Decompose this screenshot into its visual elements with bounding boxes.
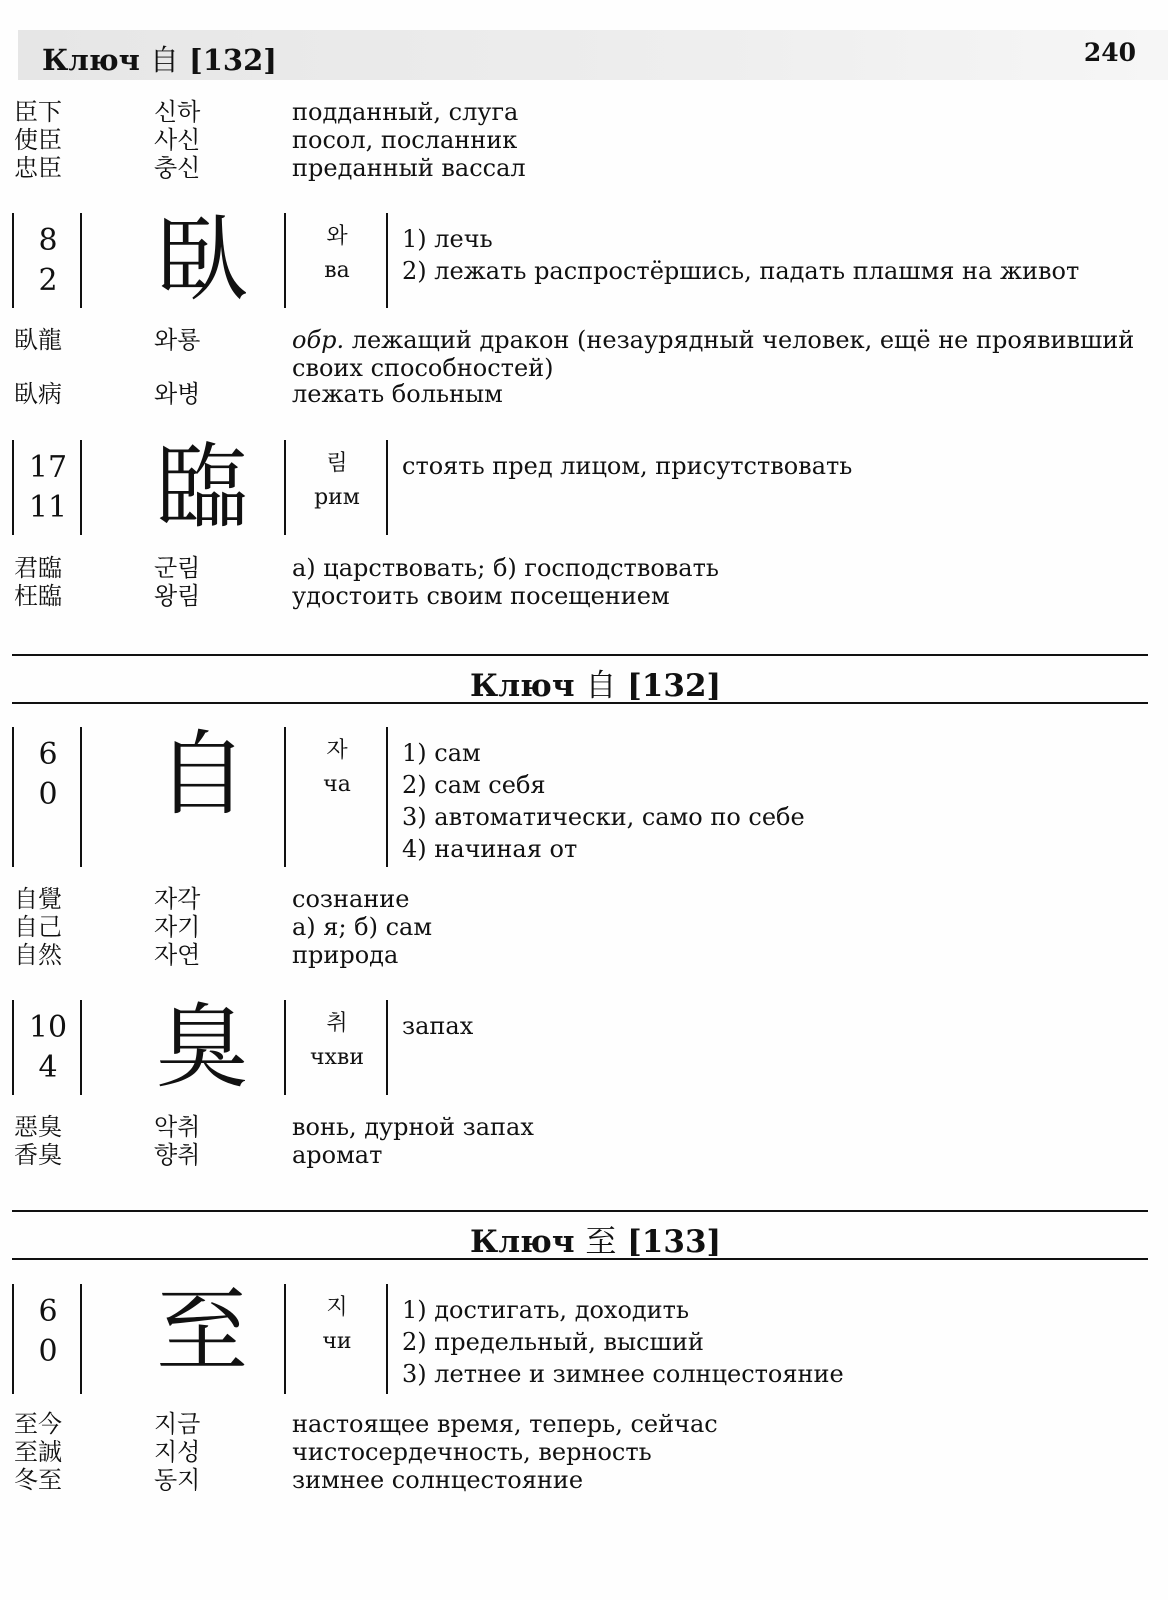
compound-translation: настоящее время, теперь, сейчас xyxy=(292,1410,718,1438)
reading-korean: 자 xyxy=(326,738,348,763)
page-number: 240 xyxy=(1083,38,1136,67)
compound-hangul: 자연 xyxy=(154,941,201,969)
compound-hangul: 향취 xyxy=(154,1141,201,1169)
radical-section-heading xyxy=(12,654,1148,704)
compound-hangul: 지금 xyxy=(154,1410,201,1438)
meaning-item: запах xyxy=(402,1012,474,1040)
meaning-list xyxy=(402,450,1162,482)
radical-section-heading xyxy=(12,1210,1148,1260)
compound-translation: подданный, слуга xyxy=(292,98,519,126)
column-rule xyxy=(386,440,388,535)
compound-hanja: 忠臣 xyxy=(14,154,62,182)
column-rule xyxy=(386,1000,388,1095)
compound-translation: обр. лежащий дракон (незаурядный человек, ещё не проявивший своих способностей) xyxy=(292,326,1135,382)
compound-hangul: 지성 xyxy=(154,1438,201,1466)
section-key-word: Ключ xyxy=(470,1224,575,1260)
section-key-glyph: 至 xyxy=(585,1224,617,1260)
compound-translation: природа xyxy=(292,941,399,969)
column-rule xyxy=(12,727,14,867)
column-rule xyxy=(80,440,82,535)
compound-hanja: 自然 xyxy=(14,941,62,969)
reading-korean: 지 xyxy=(326,1295,348,1320)
compound-hanja: 自己 xyxy=(14,913,62,941)
column-rule xyxy=(12,440,14,535)
meaning-item: 1) лечь xyxy=(402,225,493,253)
compound-hangul: 사신 xyxy=(154,126,201,154)
meaning-list xyxy=(402,1010,1162,1042)
compound-hangul: 충신 xyxy=(154,154,201,182)
meaning-item: 3) летнее и зимнее солнцестояние xyxy=(402,1360,844,1388)
character-entry xyxy=(12,434,1162,541)
header-key-word: Ключ xyxy=(42,43,140,77)
character-entry xyxy=(12,207,1162,314)
stroke-count-extra: 4 xyxy=(38,1050,58,1085)
meaning-item: 1) сам xyxy=(402,739,481,767)
stroke-count-total: 17 xyxy=(28,450,68,485)
usage-label: обр. xyxy=(292,326,345,354)
column-rule xyxy=(12,1000,14,1095)
reading-russian: рим xyxy=(314,485,360,510)
stroke-count-extra: 11 xyxy=(28,490,68,525)
stroke-count-extra: 2 xyxy=(38,263,58,298)
compound-hanja: 至誠 xyxy=(14,1438,62,1466)
column-rule xyxy=(386,1284,388,1394)
column-rule xyxy=(80,727,82,867)
meaning-item: стоять пред лицом, присутствовать xyxy=(402,452,853,480)
reading-russian: чхви xyxy=(309,1045,364,1070)
stroke-count-total: 8 xyxy=(38,223,58,258)
column-rule xyxy=(80,1284,82,1394)
compound-translation: лежать больным xyxy=(292,380,503,408)
column-rule xyxy=(284,213,286,308)
headword-character: 臨 xyxy=(155,434,248,541)
compound-hangul: 군림 xyxy=(154,554,201,582)
stroke-count-total: 6 xyxy=(38,737,58,772)
compound-hangul: 악취 xyxy=(154,1113,201,1141)
compound-translation: преданный вассал xyxy=(292,154,526,182)
column-rule xyxy=(80,1000,82,1095)
compound-hanja: 至今 xyxy=(14,1410,62,1438)
meaning-item: 3) автоматически, само по себе xyxy=(402,803,805,831)
meaning-item: 2) сам себя xyxy=(402,771,546,799)
compound-hangul: 신하 xyxy=(154,98,201,126)
headword-character: 臥 xyxy=(155,207,248,314)
compound-hangul: 와병 xyxy=(154,380,201,408)
compound-hanja: 君臨 xyxy=(14,554,62,582)
compound-translation: чистосердечность, верность xyxy=(292,1438,652,1466)
stroke-count-extra: 0 xyxy=(38,777,58,812)
column-rule xyxy=(284,1000,286,1095)
header-key-index: [132] xyxy=(189,43,278,77)
column-rule xyxy=(386,727,388,867)
reading-russian: чи xyxy=(322,1329,352,1354)
section-title xyxy=(470,1216,721,1261)
column-rule xyxy=(284,727,286,867)
reading-korean: 와 xyxy=(326,224,348,249)
compound-hanja: 臣下 xyxy=(14,98,62,126)
column-rule xyxy=(284,440,286,535)
headword-character: 自 xyxy=(155,721,248,828)
section-key-index: [132] xyxy=(627,668,722,704)
compound-translation: зимнее солнцестояние xyxy=(292,1466,584,1494)
meaning-item: 1) достигать, доходить xyxy=(402,1296,690,1324)
column-rule xyxy=(284,1284,286,1394)
meaning-list xyxy=(402,737,1162,865)
compound-hanja: 惡臭 xyxy=(14,1113,62,1141)
meaning-item: 2) лежать распростёршись, падать плашмя на живот xyxy=(402,257,1080,285)
column-rule xyxy=(80,213,82,308)
character-entry xyxy=(12,994,1162,1101)
compound-translation: посол, посланник xyxy=(292,126,518,154)
column-rule xyxy=(386,213,388,308)
headword-character: 至 xyxy=(155,1278,248,1385)
compound-hanja: 臥龍 xyxy=(14,326,62,354)
column-rule xyxy=(12,213,14,308)
reading-russian: ва xyxy=(324,258,350,283)
compound-translation: аромат xyxy=(292,1141,383,1169)
compound-hangul: 왕림 xyxy=(154,582,201,610)
stroke-count-total: 6 xyxy=(38,1294,58,1329)
section-title xyxy=(470,660,721,705)
section-key-glyph: 自 xyxy=(585,668,617,704)
compound-translation: а) царствовать; б) господствовать xyxy=(292,554,719,582)
compound-hanja: 枉臨 xyxy=(14,582,62,610)
compound-translation: а) я; б) сам xyxy=(292,913,433,941)
reading-korean: 취 xyxy=(326,1011,348,1036)
compound-translation: сознание xyxy=(292,885,410,913)
character-entry xyxy=(12,1278,1162,1394)
meaning-item: 4) начиная от xyxy=(402,835,578,863)
meaning-item: 2) предельный, высший xyxy=(402,1328,704,1356)
compound-hanja: 臥病 xyxy=(14,380,62,408)
compound-hangul: 자기 xyxy=(154,913,201,941)
page-header xyxy=(18,30,1168,80)
compound-hangul: 동지 xyxy=(154,1466,201,1494)
compound-translation: вонь, дурной запах xyxy=(292,1113,534,1141)
header-radical-key xyxy=(42,38,277,79)
reading-korean: 림 xyxy=(326,451,348,476)
meaning-list xyxy=(402,223,1162,287)
compound-translation: удостоить своим посещением xyxy=(292,582,670,610)
character-entry xyxy=(12,721,1162,867)
column-rule xyxy=(12,1284,14,1394)
header-key-glyph: 自 xyxy=(149,43,179,77)
compound-hanja: 香臭 xyxy=(14,1141,62,1169)
meaning-list xyxy=(402,1294,1162,1390)
compound-hangul: 와룡 xyxy=(154,326,201,354)
stroke-count-extra: 0 xyxy=(38,1334,58,1369)
compound-hanja: 自覺 xyxy=(14,885,62,913)
headword-character: 臭 xyxy=(155,994,248,1101)
compound-hangul: 자각 xyxy=(154,885,201,913)
section-key-word: Ключ xyxy=(470,668,575,704)
reading-russian: ча xyxy=(323,772,351,797)
compound-hanja: 冬至 xyxy=(14,1466,62,1494)
stroke-count-total: 10 xyxy=(28,1010,68,1045)
section-key-index: [133] xyxy=(627,1224,722,1260)
compound-hanja: 使臣 xyxy=(14,126,62,154)
